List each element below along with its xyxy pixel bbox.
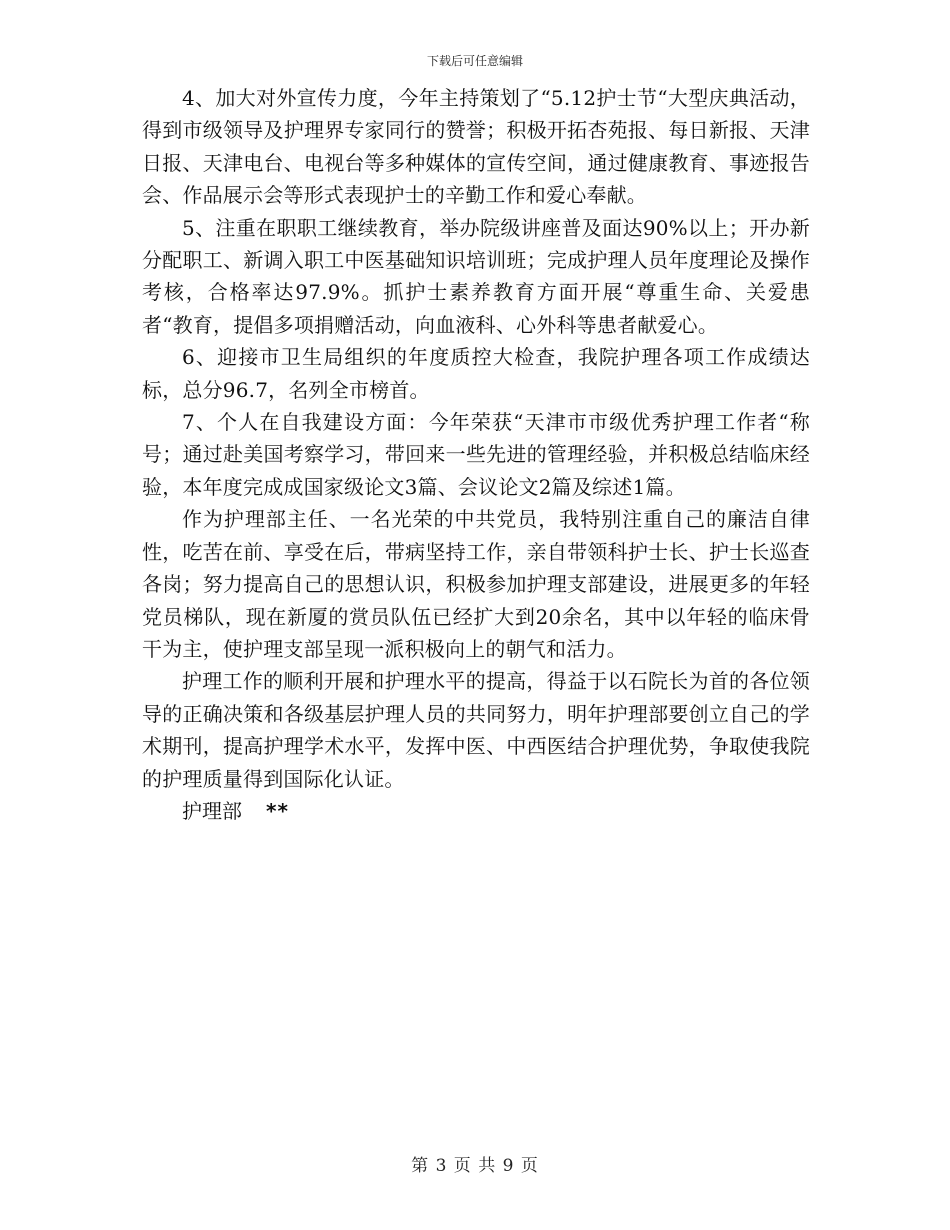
paragraph-party-member: 作为护理部主任、一名光荣的中共党员，我特别注重自己的廉洁自律性，吃苦在前、享受在后，带病坚持工作，亲自带领科护士长、护士长巡查各岗；努力提高自己的思想认识，积极参加护理支部建设，进展更多的年轻党员梯队，现在新厦的赏员队伍已经扩大到20余名，其中以年轻的临床骨干为主，使护理支部呈现一派积极向上的朝气和活力。 [142, 507, 810, 661]
paragraph-item-7: 7、个人在自我建设方面：今年荣获“天津市市级优秀护理工作者“称号；通过赴美国考察学习，带回来一些先进的管理经验，并积极总结临床经验，本年度完成成国家级论文3篇、会议论文2篇及综述1篇。 [142, 410, 810, 499]
paragraph-item-5: 5、注重在职职工继续教育，举办院级讲座普及面达90%以上；开办新分配职工、新调入职工中医基础知识培训班；完成护理人员年度理论及操作考核，合格率达97.9%。抓护士素养教育方面开展“尊重生命、关爱患者“教育，提倡多项捐赠活动，向血液科、心外科等患者献爱心。 [142, 215, 810, 337]
paragraph-item-4: 4、加大对外宣传力度，今年主持策划了“5.12护士节“大型庆典活动，得到市级领导及护理界专家同行的赞誉；积极开拓杏苑报、每日新报、天津日报、天津电台、电视台等多种媒体的宣传空间，通过健康教育、事迹报告会、作品展示会等形式表现护士的辛勤工作和爱心奉献。 [142, 86, 810, 208]
page-header: 下载后可任意编辑 [426, 54, 523, 68]
signature-department: 护理部 [182, 798, 242, 823]
signature-name: ** [266, 798, 289, 823]
signature-line [142, 795, 810, 827]
paragraph-item-6: 6、迎接市卫生局组织的年度质控大检查，我院护理各项工作成绩达标，总分96.7，名列全市榜首。 [142, 345, 810, 402]
paragraph-conclusion: 护理工作的顺利开展和护理水平的提高，得益于以石院长为首的各位领导的正确决策和各级基层护理人员的共同努力，明年护理部要创立自己的学术期刊，提高护理学术水平，发挥中医、中西医结合护理优势，争取使我院的护理质量得到国际化认证。 [142, 669, 810, 791]
page-footer: 第 3 页 共 9 页 [411, 1156, 539, 1176]
document-body [142, 82, 810, 827]
